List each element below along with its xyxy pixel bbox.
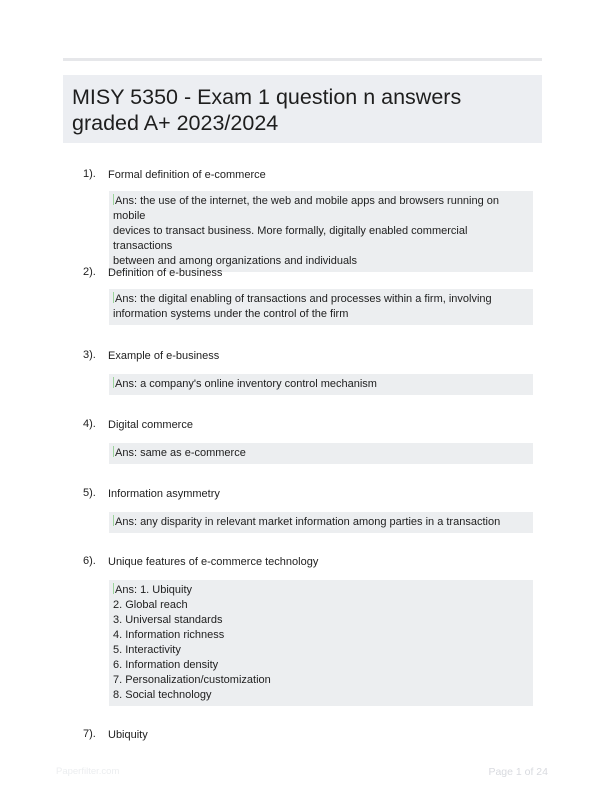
question-text: Formal definition of e-commerce: [108, 169, 266, 181]
answer-text: Ans: the digital enabling of transactions and processes within a firm, involving information systems under the control of the firm: [113, 293, 492, 320]
answer-text: Ans: the use of the internet, the web and mobile apps and browsers running on mobile devices to transact business. More formally, digitally enabled commercial transactions between and among organizations and individuals: [113, 195, 500, 267]
answer-text: Ans: same as e-commerce: [115, 447, 246, 459]
page-title: MISY 5350 - Exam 1 question n answers graded A+ 2023/2024: [72, 85, 462, 135]
answer-box: [109, 289, 533, 325]
answer-marker: [113, 515, 114, 526]
answer-marker: [113, 194, 114, 205]
title-banner: [63, 75, 542, 143]
answer-box: [109, 443, 533, 464]
answer-marker: [113, 583, 114, 594]
question-number: 4).: [83, 418, 96, 430]
question-number: 1).: [83, 168, 96, 180]
question-number: 2).: [83, 266, 96, 278]
question-text: Ubiquity: [108, 729, 148, 741]
question-text: Digital commerce: [108, 419, 193, 431]
question-number: 6).: [83, 555, 96, 567]
question-text: Example of e-business: [108, 350, 220, 362]
answer-marker: [113, 446, 114, 457]
question-text: Definition of e-business: [108, 267, 223, 279]
question-text: Unique features of e-commerce technology: [108, 556, 319, 568]
footer-source: Paperfilter.com: [56, 766, 120, 777]
question-number: 7).: [83, 728, 96, 740]
answer-box: [109, 191, 533, 272]
answer-text: Ans: 1. Ubiquity 2. Global reach 3. Universal standards 4. Information richness 5. Interactivity 6. Information density 7. Personalization/customization 8. Social technology: [113, 584, 271, 701]
answer-text: Ans: a company's online inventory control mechanism: [115, 378, 377, 390]
answer-box: [109, 374, 533, 395]
question-number: 5).: [83, 487, 96, 499]
question-text: Information asymmetry: [108, 488, 220, 500]
page-indicator: Page 1 of 24: [488, 766, 548, 778]
answer-marker: [113, 377, 114, 388]
answer-box: [109, 512, 533, 533]
question-number: 3).: [83, 349, 96, 361]
answer-marker: [113, 292, 114, 303]
top-divider: [63, 58, 542, 61]
answer-text: Ans: any disparity in relevant market information among parties in a transaction: [115, 516, 501, 528]
answer-box: [109, 580, 533, 706]
